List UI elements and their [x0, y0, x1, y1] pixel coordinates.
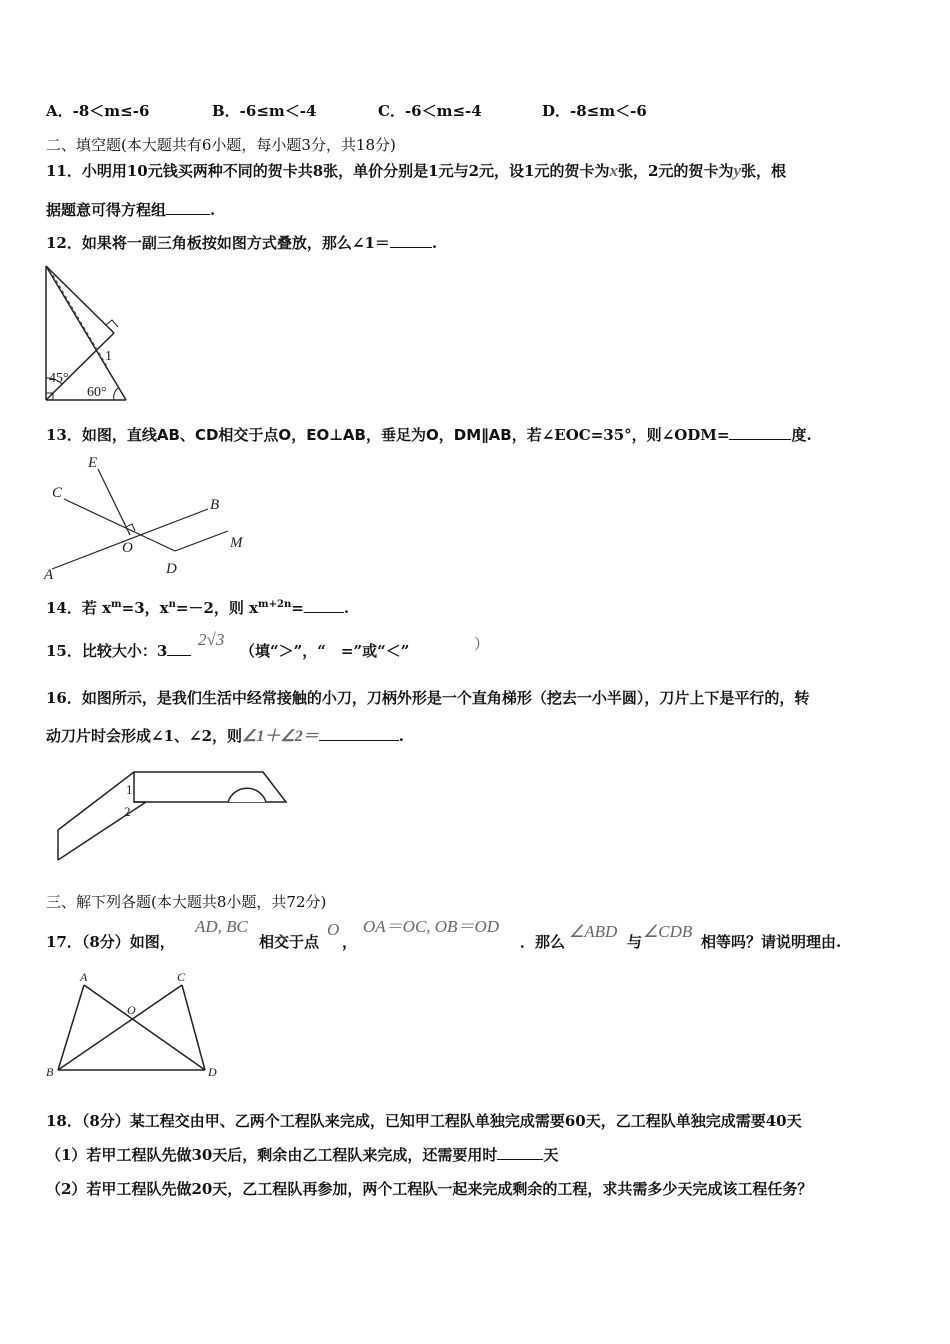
question-16-line2 — [46, 726, 404, 747]
q14-answer-blank[interactable] — [304, 598, 344, 613]
q17-fig-label-b: B — [46, 1065, 54, 1079]
option-b: B．-6≤m＜-4 — [212, 102, 317, 120]
q13-fig-label-e: E — [88, 455, 98, 471]
q13-comma-2: ， — [438, 426, 454, 444]
q18-part1-text-a: （1）若甲工程队先做30天后，剩余由乙工程队来完成，还需要 — [46, 1146, 468, 1164]
q12-fig-label-60: 60° — [87, 385, 107, 400]
q13-fig-label-a: A — [44, 567, 54, 583]
q13-text-3: ，垂足为 — [365, 426, 426, 444]
q15-close-paren: ） — [474, 635, 490, 653]
q16-period: . — [398, 727, 404, 745]
q15-expr-2-sqrt-3: 2√3 — [198, 630, 225, 649]
question-18: 18．（8分）某工程交由甲、乙两个工程队来完成，已知甲工程队单独完成需要60天，乙工程队单独完成需要40天 — [46, 1112, 802, 1130]
q12-fig-label-1: 1 — [105, 349, 112, 364]
q13-comma: ， — [291, 426, 307, 444]
q11-text-4: 据题意可得方程组 — [46, 201, 167, 219]
q17-expr-abd — [569, 922, 617, 942]
q12-figure — [40, 260, 140, 405]
q14-text-1: 14．若 x — [46, 599, 112, 617]
option-a: A．-8＜m≤-6 — [46, 102, 150, 120]
q11-text-3: 张，根 — [741, 162, 787, 180]
q16-fig-blade-top — [58, 772, 134, 830]
q16-fig-label-2: 2 — [124, 804, 131, 819]
q13-dm-parallel-ab: DM∥AB — [453, 426, 512, 444]
q12-fig-60-arc — [114, 388, 118, 400]
q17-text-4-wrap — [520, 932, 565, 952]
q17-expr-cdb — [643, 922, 692, 942]
question-15 — [46, 641, 191, 661]
q16-answer-blank[interactable] — [319, 726, 399, 741]
option-c: C．-6＜m≤-4 — [378, 102, 482, 120]
q17-text-2: 相交于点 — [259, 933, 320, 951]
q13-fig-line-ab — [52, 509, 208, 569]
q17-fig-label-o: O — [127, 1003, 136, 1017]
q14-text-3: =－2，则 x — [175, 599, 259, 617]
q13-fig-line-dm — [175, 531, 228, 551]
q13-ab: AB — [156, 426, 180, 444]
question-13 — [46, 425, 812, 445]
question-11 — [46, 161, 786, 181]
q16-fig-blade-bottom — [58, 802, 146, 860]
q17-text-4: ．那么 — [520, 933, 566, 951]
section-3-title: 三、解下列各题(本大题共8小题，共72分) — [46, 893, 327, 911]
question-14 — [46, 595, 349, 618]
q17-text-5-wrap — [627, 932, 642, 952]
q15-text-2: （填“＞”，“ =”或“＜” — [240, 642, 410, 660]
q17-text-6-wrap — [701, 932, 841, 952]
question-16: 16．如图所示，是我们生活中经常接触的小刀，刀柄外形是一个直角梯形（挖去一小半圆），刀片上下是平行的，转 — [46, 689, 810, 707]
q13-end: 度. — [791, 426, 812, 444]
q13-eo-perp-ab: EO⊥AB — [306, 426, 366, 444]
q17-text-3: ， — [342, 933, 358, 951]
q17-expr-5: ∠CDB — [643, 922, 693, 941]
q14-period: . — [343, 599, 350, 617]
q13-fig-label-c: C — [52, 485, 63, 501]
q11-var-x: x — [609, 161, 618, 180]
q17-expr-oa-oc — [363, 917, 499, 937]
q18-part1-text-c: 天 — [543, 1146, 559, 1164]
q17-expr-o — [327, 920, 339, 940]
question-17 — [46, 932, 175, 952]
q17-fig-label-d: D — [208, 1065, 217, 1079]
q17-expr-2: O — [327, 920, 340, 939]
question-11-line2 — [46, 200, 215, 220]
q17-fig-line-cd — [182, 985, 205, 1070]
option-d: D．-8≤m＜-6 — [542, 102, 647, 120]
q14-sup-n: n — [168, 599, 176, 610]
q15-expression — [198, 630, 224, 650]
q13-fig-label-m: M — [230, 535, 243, 551]
q13-text-2: 相交于点 — [218, 426, 279, 444]
question-18-part-2: （2）若甲工程队先做20天，乙工程队再参加，两个工程队一起来完成剩余的工程，求共需多少天完成该工程任务？ — [46, 1180, 813, 1198]
q12-fig-label-45: 45° — [49, 371, 69, 386]
q17-text-3-wrap — [342, 932, 357, 952]
q16-text-2: 动刀片时会形成∠1、∠2，则 — [46, 727, 243, 745]
q11-answer-blank[interactable] — [166, 200, 210, 215]
q17-text-5: 与 — [627, 933, 643, 951]
q17-figure — [40, 970, 230, 1082]
q18-part1-text-b: 用时 — [467, 1146, 498, 1164]
q15-answer-blank[interactable] — [167, 641, 191, 656]
q13-o-2: O — [425, 426, 439, 444]
q11-period: . — [210, 201, 216, 219]
q17-expr-3: OA＝OC, OB＝OD — [363, 917, 499, 936]
q13-answer-blank[interactable] — [729, 425, 791, 440]
q17-fig-label-a: A — [80, 970, 88, 984]
q17-fig-line-ab — [58, 985, 84, 1070]
q13-text-4: ，若∠EOC=35°，则∠ODM= — [511, 426, 730, 444]
q15-text-1: 15．比较大小：3 — [46, 642, 168, 660]
q13-sep: 、 — [179, 426, 195, 444]
q14-sup-m: m — [111, 599, 122, 610]
q17-text-6: 相等吗？请说明理由. — [701, 933, 842, 951]
q17-expr-ad-bc — [195, 917, 248, 937]
q13-fig-line-eo — [98, 469, 130, 535]
q15-fill-hint — [240, 641, 409, 661]
q13-fig-label-o: O — [122, 540, 133, 556]
q12-answer-blank[interactable] — [390, 233, 432, 248]
q12-period: . — [431, 234, 438, 252]
q11-text-2: 张，2元的贺卡为 — [618, 162, 734, 180]
q16-expression: ∠1＋∠2＝ — [242, 728, 319, 745]
q13-cd: CD — [194, 426, 219, 444]
q12-text: 12．如果将一副三角板按如图方式叠放，那么∠1＝ — [46, 234, 390, 252]
q13-fig-label-d: D — [166, 561, 177, 577]
q17-fig-label-c: C — [177, 970, 186, 984]
question-12 — [46, 233, 437, 253]
q17-text-2-wrap — [259, 932, 319, 952]
q17-fig-line-ad — [84, 985, 205, 1070]
q16-fig-label-1: 1 — [126, 782, 133, 797]
q18-part1-answer-blank[interactable] — [497, 1145, 543, 1160]
q16-fig-half-circle — [228, 788, 266, 802]
q13-figure — [40, 455, 260, 590]
q17-text-1: 17．（8分）如图， — [46, 933, 175, 951]
question-18-part-1 — [46, 1145, 558, 1165]
q14-text-4: = — [291, 599, 304, 617]
q16-figure — [50, 768, 295, 868]
q17-fig-line-cb — [58, 985, 182, 1070]
q14-text-2: =3，x — [121, 599, 169, 617]
q13-text-1: 13．如图，直线 — [46, 426, 157, 444]
section-2-title: 二、填空题(本大题共有6小题，每小题3分，共18分) — [46, 136, 396, 154]
q14-sup-mn: m+2n — [258, 599, 292, 610]
q13-o: O — [278, 426, 292, 444]
q11-text-1: 11．小明用10元钱买两种不同的贺卡共8张，单价分别是1元与2元，设1元的贺卡为 — [46, 162, 610, 180]
q13-fig-label-b: B — [210, 497, 220, 513]
q17-expr-4: ∠ABD — [569, 922, 618, 941]
q17-expr-1: AD, BC — [195, 917, 248, 936]
q11-var-y: y — [733, 161, 741, 180]
